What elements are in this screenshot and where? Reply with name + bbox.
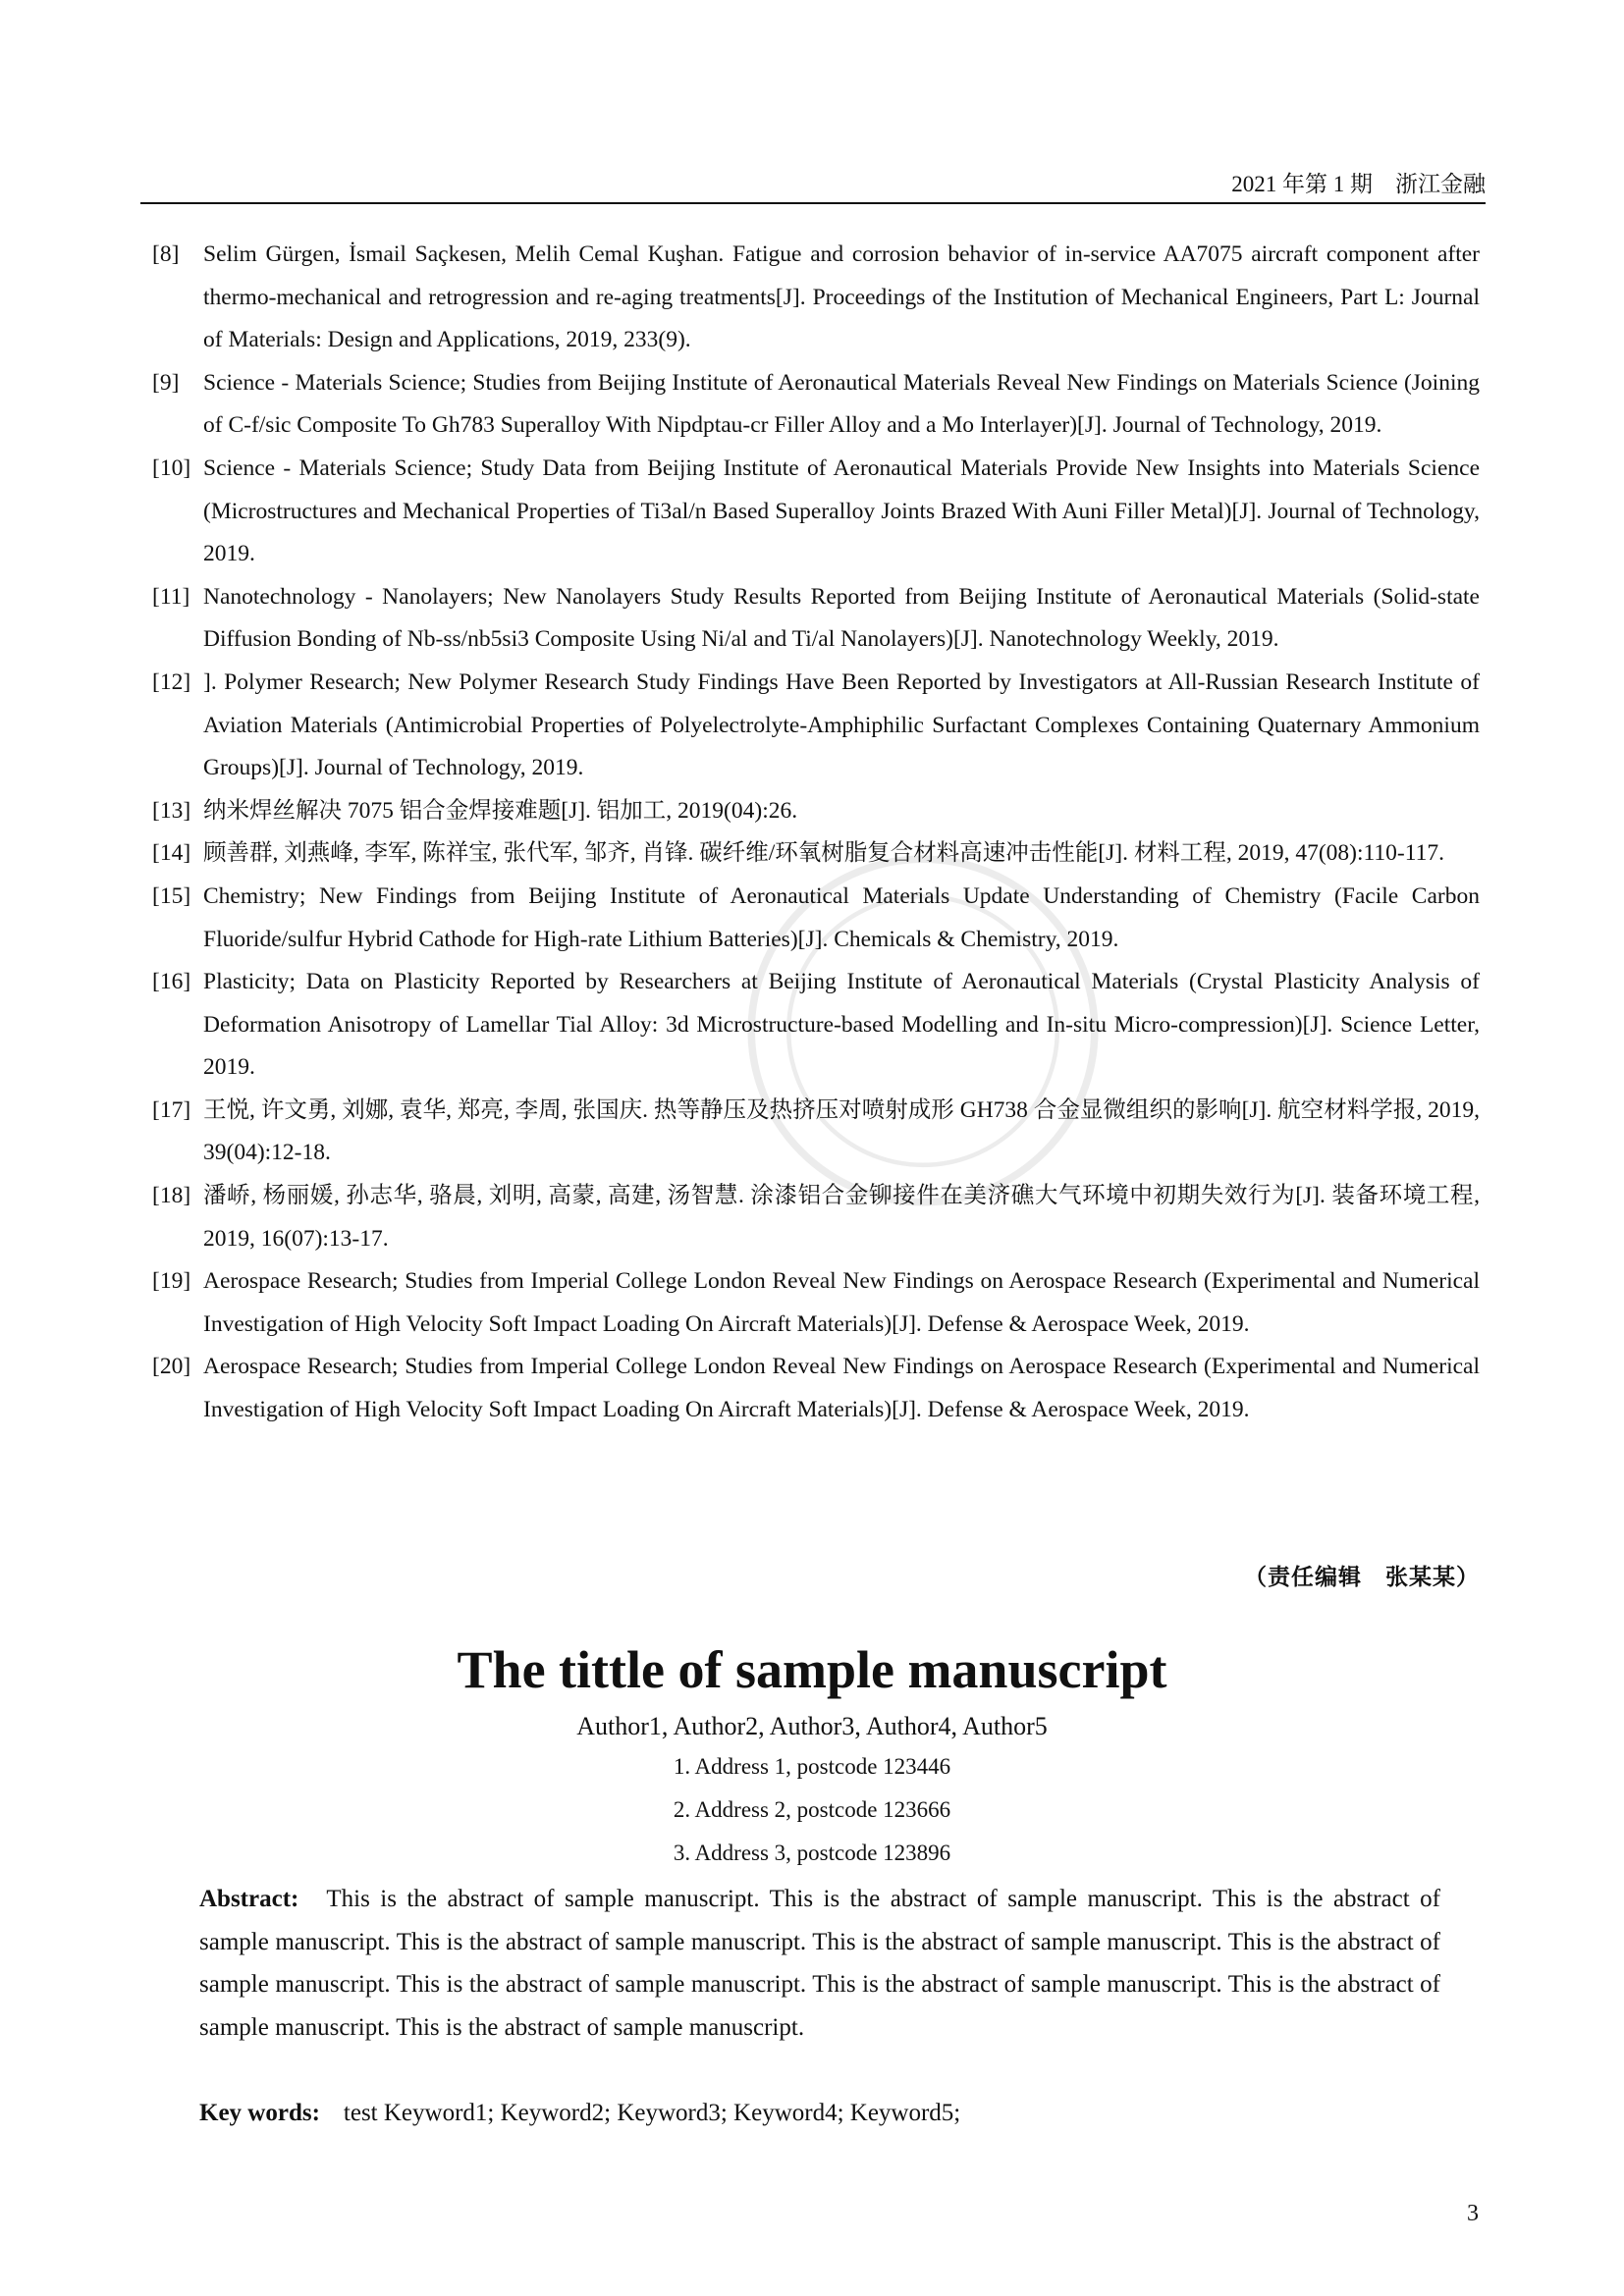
reference-number: [16] bbox=[152, 969, 191, 995]
keywords-label: Key words: bbox=[199, 2100, 320, 2126]
reference-text: 潘峤, 杨丽媛, 孙志华, 骆晨, 刘明, 高蒙, 高建, 汤智慧. 涂漆铝合金铆接件在美济礁大气环境中初期失效行为[J]. 装备环境工程, 2019, 16(07):13-17. bbox=[203, 1183, 1480, 1252]
reference-number: [11] bbox=[152, 583, 190, 610]
reference-text: 纳米焊丝解决 7075 铝合金焊接难题[J]. 铝加工, 2019(04):26. bbox=[203, 797, 798, 824]
reference-item bbox=[152, 448, 1480, 576]
abstract-paragraph bbox=[199, 1878, 1440, 2049]
reference-text: Science - Materials Science; Studies from Beijing Institute of Aeronautical Materials Reveal New Findings on Materials Science (Joining of C-f/sic Composite To Gh783 Superalloy With Nipdptau-cr Filler Alloy and a Mo Interlayer)[J]. Journal of Technology, 2019. bbox=[203, 369, 1480, 439]
reference-text: 顾善群, 刘燕峰, 李军, 陈祥宝, 张代军, 邹齐, 肖锋. 碳纤维/环氧树脂复合材料高速冲击性能[J]. 材料工程, 2019, 47(08):110-117. bbox=[203, 840, 1444, 867]
reference-text: Plasticity; Data on Plasticity Reported by Researchers at Beijing Institute of Aeronautical Materials (Crystal Plasticity Analysis of Deformation Anisotropy of Lamellar Tial Alloy: 3d Microstructure-based Modelling and In-situ Micro-compression)[J]. Science Letter, 2019. bbox=[203, 969, 1480, 1081]
reference-text: Science - Materials Science; Study Data from Beijing Institute of Aeronautical Materials Provide New Insights into Materials Science (Microstructures and Mechanical Properties of Ti3al/n Based Superalloy Joints Brazed With Auni Filler Metal)[J]. Journal of Technology, 2019. bbox=[203, 454, 1480, 567]
reference-item bbox=[152, 576, 1480, 662]
reference-list bbox=[152, 234, 1480, 1432]
manuscript-title: The tittle of sample manuscript bbox=[457, 1640, 1167, 1699]
abstract-text: This is the abstract of sample manuscript. This is the abstract of sample manuscript. This is the abstract of sample manuscript. This is the abstract of sample manuscript. This is the abstract of sample manuscript. This is the abstract of sample manuscript. This is the abstract of sample manuscript. This is the abstract of sample manuscript. This is the abstract of sample manuscript. This is the abstract of sample manuscript. bbox=[199, 1886, 1440, 2041]
reference-number: [8] bbox=[152, 241, 180, 267]
author-address: 1. Address 1, postcode 123446 bbox=[673, 1754, 951, 1779]
reference-number: [20] bbox=[152, 1354, 191, 1380]
reference-number: [12] bbox=[152, 668, 191, 695]
page-number: 3 bbox=[1467, 2201, 1479, 2226]
reference-item bbox=[152, 1346, 1480, 1431]
reference-number: [19] bbox=[152, 1268, 191, 1295]
reference-number: [9] bbox=[152, 369, 180, 396]
reference-number: [13] bbox=[152, 797, 191, 824]
reference-item bbox=[152, 832, 1480, 876]
reference-item bbox=[152, 1175, 1480, 1260]
responsible-editor-note: （责任编辑 张某某） bbox=[1244, 1565, 1480, 1590]
author-address: 2. Address 2, postcode 123666 bbox=[673, 1797, 951, 1822]
manuscript-authors: Author1, Author2, Author3, Author4, Author5 bbox=[576, 1712, 1048, 1740]
reference-item bbox=[152, 1090, 1480, 1175]
reference-number: [17] bbox=[152, 1096, 191, 1123]
reference-text: Aerospace Research; Studies from Imperial College London Reveal New Findings on Aerospace Research (Experimental and Numerical Investigation of High Velocity Soft Impact Loading On Aircraft Materials)[J]. Defense & Aerospace Week, 2019. bbox=[203, 1268, 1480, 1337]
author-address: 3. Address 3, postcode 123896 bbox=[673, 1841, 951, 1865]
keywords-line bbox=[199, 2092, 960, 2135]
reference-number: [14] bbox=[152, 840, 191, 867]
header-issue-journal: 2021 年第 1 期 浙江金融 bbox=[1231, 172, 1486, 196]
reference-item bbox=[152, 662, 1480, 790]
reference-text: Selim Gürgen, İsmail Saçkesen, Melih Cemal Kuşhan. Fatigue and corrosion behavior of in-service AA7075 aircraft component after thermo-mechanical and retrogression and re-aging treatments[J]. Proceedings of the Institution of Mechanical Engineers, Part L: Journal of Materials: Design and Applications, 2019, 233(9). bbox=[203, 241, 1480, 353]
running-header bbox=[140, 167, 1486, 204]
reference-text: Aerospace Research; Studies from Imperial College London Reveal New Findings on Aerospace Research (Experimental and Numerical Investigation of High Velocity Soft Impact Loading On Aircraft Materials)[J]. Defense & Aerospace Week, 2019. bbox=[203, 1354, 1480, 1423]
abstract-label: Abstract: bbox=[199, 1886, 299, 1912]
reference-item bbox=[152, 961, 1480, 1090]
reference-item bbox=[152, 876, 1480, 961]
reference-item bbox=[152, 362, 1480, 448]
reference-item bbox=[152, 234, 1480, 362]
reference-number: [15] bbox=[152, 882, 191, 909]
reference-number: [10] bbox=[152, 454, 191, 481]
reference-item bbox=[152, 1260, 1480, 1346]
keywords-text: test Keyword1; Keyword2; Keyword3; Keyword4; Keyword5; bbox=[343, 2100, 961, 2126]
reference-item bbox=[152, 790, 1480, 833]
reference-number: [18] bbox=[152, 1183, 191, 1209]
reference-text: Chemistry; New Findings from Beijing Institute of Aeronautical Materials Update Understanding of Chemistry (Facile Carbon Fluoride/sulfur Hybrid Cathode for High-rate Lithium Batteries)[J]. Chemicals & Chemistry, 2019. bbox=[203, 882, 1480, 952]
reference-text: ]. Polymer Research; New Polymer Research Study Findings Have Been Reported by Investigators at All-Russian Research Institute of Aviation Materials (Antimicrobial Properties of Polyelectrolyte-Amphiphilic Surfactant Complexes Containing Quaternary Ammonium Groups)[J]. Journal of Technology, 2019. bbox=[203, 668, 1480, 781]
reference-text: 王悦, 许文勇, 刘娜, 袁华, 郑亮, 李周, 张国庆. 热等静压及热挤压对喷射成形 GH738 合金显微组织的影响[J]. 航空材料学报, 2019, 39(04):12-18. bbox=[203, 1096, 1480, 1166]
reference-text: Nanotechnology - Nanolayers; New Nanolayers Study Results Reported from Beijing Institute of Aeronautical Materials (Solid-state Diffusion Bonding of Nb-ss/nb5si3 Composite Using Ni/al and Ti/al Nanolayers)[J]. Nanotechnology Weekly, 2019. bbox=[203, 583, 1480, 653]
